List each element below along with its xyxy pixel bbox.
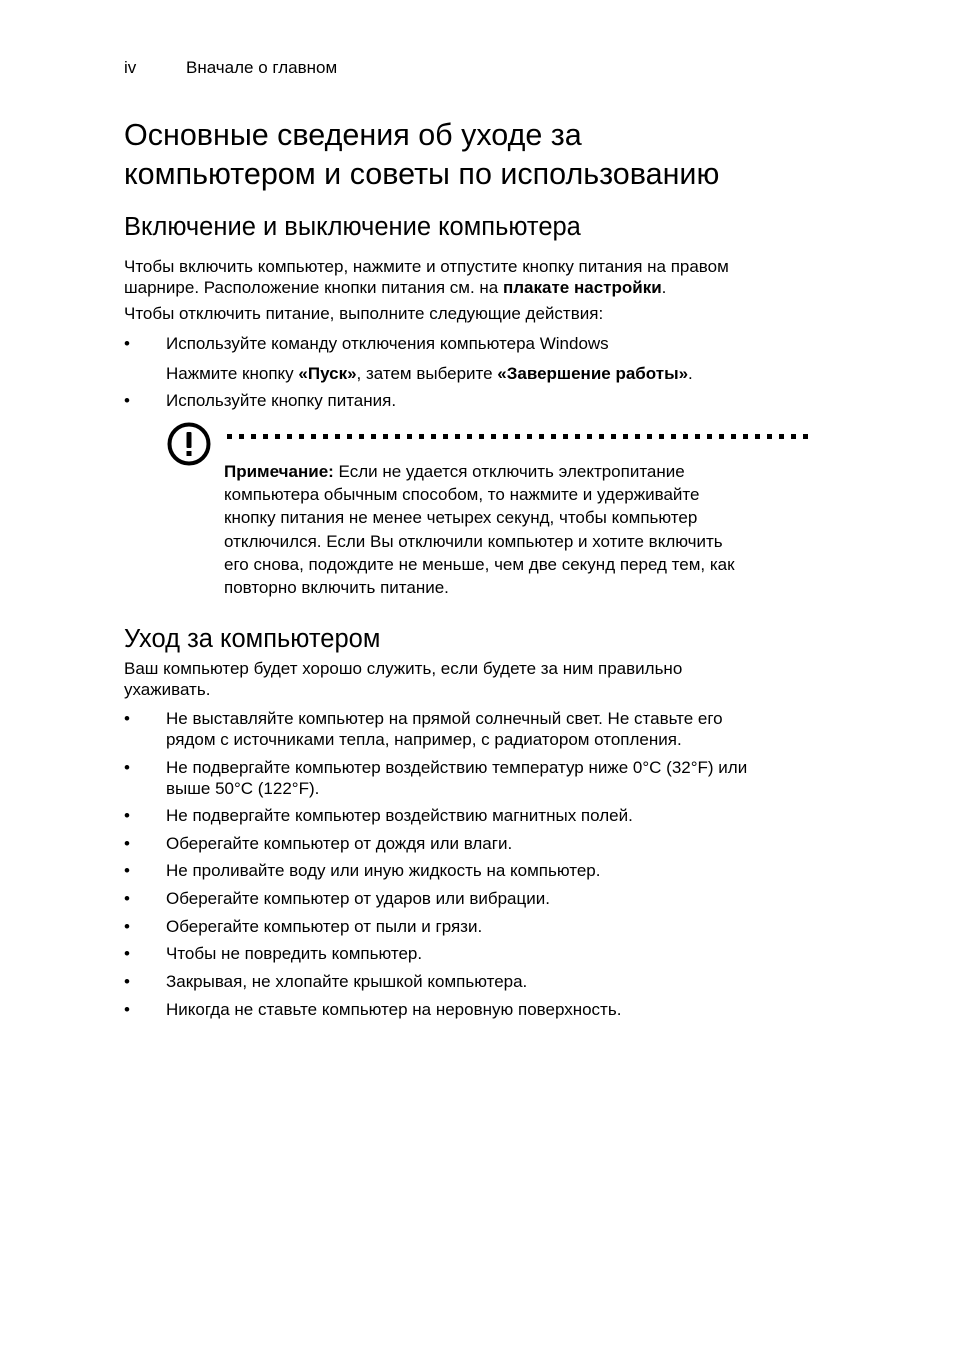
bullet: • — [124, 834, 130, 853]
bullet: • — [124, 758, 130, 777]
exclamation-circle-icon — [166, 421, 212, 467]
bullet: • — [124, 1000, 130, 1019]
setup-poster-link-text: плакате настройки — [502, 277, 662, 297]
bullet: • — [124, 917, 130, 936]
document-page: iv Вначале о главном Основные сведения об уходе за компьютером и советы по использованию Включение и выключение компьютера Чтобы включить компьютер, нажмите и отпустите кнопку питания на правом шарнире. Расположение кнопки питания см. на плакате настройки. Чтобы отключить питание, выполните следующие действия: • Используйте команду отключения компьютера Windows Нажмите кнопку «Пуск», затем выберите «Завершение работы». • Используйте кнопку питания. Примечание: Если не удается отключить электропитание компьютера обычным способом, то нажмите и удерживайте кнопку питания не менее четырех секунд, чтобы компьютер отключился. Если Вы отключили компьютер и хотите включить его снова, подождите не меньше, чем две секунд перед тем, как повторно включить питание. Уход за компьютером Ваш компьютер будет хорошо служить, если будете за ним правильно ухаживать. • Не выставляйте компьютер на прямой солнечный свет. Не ставьте его рядом с источниками тепла, например, с радиатором отопления. • Не подвергайте компьютер воздействию температур ниже 0°C (32°F) или выше 50°C (122°F). • Не подвергайте компьютер воздействию магнитных полей. • Оберегайте компьютер от дождя или влаги. • Не проливайте воду или иную жидкость на компьютер. • Оберегайте компьютер от ударов или вибрации. • Оберегайте компьютер от пыли и грязи. • Чтобы не повредить компьютер. • Закрывая, не хлопайте крышкой компьютера. • Никогда не ставьте компьютер на неровную поверхность. — [0, 0, 954, 1369]
note-label: Примечание: — [224, 462, 334, 481]
care-section-heading: Уход за компьютером — [124, 625, 381, 653]
bullet: • — [124, 709, 130, 728]
list-item-subtext: Нажмите кнопку «Пуск», затем выберите «Завершение работы». — [166, 364, 693, 383]
bullet: • — [124, 334, 130, 353]
power-paragraph-2: Чтобы отключить питание, выполните следующие действия: — [124, 304, 604, 323]
note-box: Примечание: Если не удается отключить электропитание компьютера обычным способом, то нажмите и удерживайте кнопку питания не менее четырех секунд, чтобы компьютер отключился. Если Вы отключили компьютер и хотите включить его снова, подождите не меньше, чем две секунд перед тем, как повторно включить питание. — [224, 462, 735, 598]
page-title-line1: Основные сведения об уходе за — [124, 118, 582, 152]
page-title-line2: компьютером и советы по использованию — [124, 157, 720, 191]
care-intro: Ваш компьютер будет хорошо служить, если будете за ним правильно ухаживать. — [124, 659, 683, 699]
bullet: • — [124, 391, 130, 410]
page-title — [124, 116, 844, 194]
bullet: • — [124, 944, 130, 963]
bullet: • — [124, 861, 130, 880]
power-paragraph-1: Чтобы включить компьютер, нажмите и отпустите кнопку питания на правом шарнире. Расположение кнопки питания см. на плакате настройки. — [124, 257, 729, 297]
bullet: • — [124, 806, 130, 825]
note-divider — [227, 434, 809, 439]
bullet: • — [124, 972, 130, 991]
page-number: iv — [124, 58, 137, 77]
power-section-heading: Включение и выключение компьютера — [124, 213, 581, 241]
bullet: • — [124, 889, 130, 908]
chapter-title: Вначале о главном — [186, 58, 338, 77]
